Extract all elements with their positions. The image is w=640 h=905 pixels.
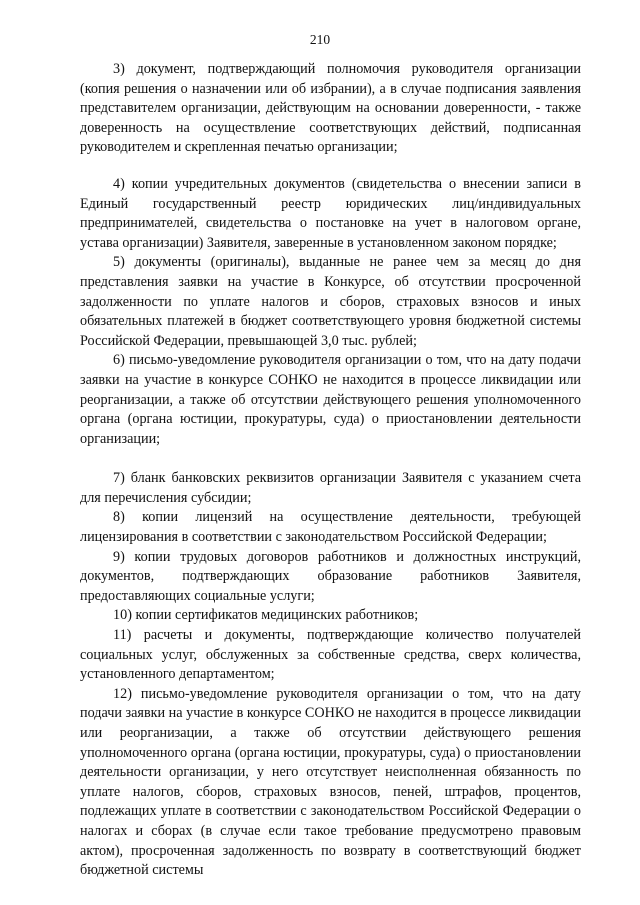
list-item-8: 8) копии лицензий на осуществление деятельности, требующей лицензирования в соответствии с законодательством Российской Федерации; (80, 509, 581, 546)
list-item-4: 4) копии учредительных документов (свидетельства о внесении записи в Единый государственный реестр юридических лиц/индивидуальных предпринимателей, свидетельства о постановке на учет в налоговом органе, устава организации) Заявителя, заверенные в установленном законом порядке; (80, 175, 581, 251)
page-number: 210 (309, 32, 331, 47)
list-item-5: 5) документы (оригиналы), выданные не ранее чем за месяц до дня представления заявки на участие в Конкурсе, об отсутствии просроченной задолженности по уплате налогов и сборов, страховых взносов и иных обязательных платежей в бюджет соответствующего уровня бюджетной системы Российской Федерации, превышающей 3,0 тыс. рублей; (80, 254, 581, 349)
list-item-10: 10) копии сертификатов медицинских работников; (113, 607, 419, 624)
document-body (80, 60, 581, 881)
list-item-12: 12) письмо-уведомление руководителя организации о том, что на дату подачи заявки на участие в конкурсе СОНКО не находится в процессе ликвидации или реорганизации, а также об отсутствии действующего решения уполномоченного органа (органа юстиции, прокуратуры, суда) о приостановлении деятельности организации, у него отсутствует неисполненная обязанность по уплате налогов, сборов, страховых взносов, пеней, штрафов, процентов, подлежащих уплате в соответствии с законодательством Российской Федерации о налогах и сборах (в случае если такое требование предусмотрено правовым актом), просроченная задолженность по возврату в соответствующий бюджет бюджетной системы (80, 685, 581, 879)
list-item-7: 7) бланк банковских реквизитов организации Заявителя с указанием счета для перечисления субсидии; (80, 470, 581, 506)
list-item-11: 11) расчеты и документы, подтверждающие количество получателей социальных услуг, обслуженных за собственные средства, сверх количества, установленного департаментом; (80, 627, 581, 683)
list-item-3: 3) документ, подтверждающий полномочия руководителя организации (копия решения о назначении или об избрании), а в случае подписания заявления представителем организации, действующим на основании доверенности, - также доверенность на осуществление соответствующих действий, подписанная руководителем и скрепленная печатью организации; (80, 61, 581, 156)
list-item-6: 6) письмо-уведомление руководителя организации о том, что на дату подачи заявки на участие в конкурсе СОНКО не находится в процессе ликвидации или реорганизации, а также об отсутствии действующего решения уполномоченного органа (органа юстиции, прокуратуры, суда) о приостановлении деятельности организации; (80, 352, 581, 447)
list-item-9: 9) копии трудовых договоров работников и должностных инструкций, документов, подтверждающих образование работников Заявителя, предоставляющих социальные услуги; (80, 548, 581, 604)
